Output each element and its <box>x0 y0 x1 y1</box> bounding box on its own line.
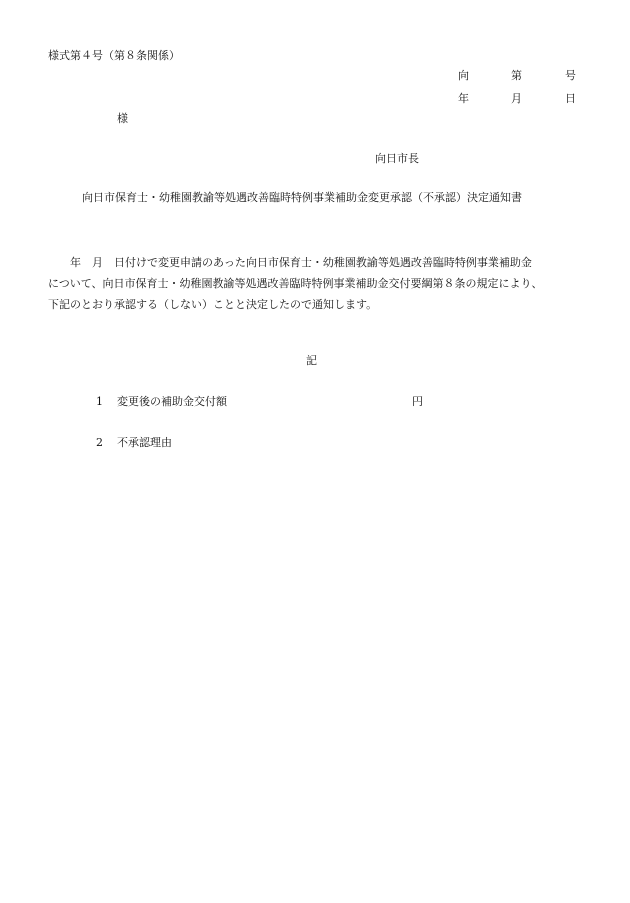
item-number: 2 <box>96 436 103 449</box>
item-unit: 円 <box>412 395 423 408</box>
item-label: 不承認理由 <box>117 436 172 449</box>
date-month: 月 <box>511 92 522 105</box>
date-year: 年 <box>458 92 469 105</box>
addressee: 様 <box>117 112 128 125</box>
body-line: 下記のとおり承認する（しない）ことと決定したので通知します。 <box>48 298 378 311</box>
item-label: 変更後の補助金交付額 <box>117 395 227 408</box>
item-number: 1 <box>96 395 103 408</box>
ki-heading: 記 <box>306 354 317 367</box>
body-line: について、向日市保育士・幼稚園教諭等処遇改善臨時特例事業補助金交付要綱第８条の規定により、 <box>48 277 543 290</box>
issuer: 向日市長 <box>375 152 419 165</box>
date-day: 日 <box>565 92 576 105</box>
ref-prefix: 向 <box>458 69 469 82</box>
form-number-label: 様式第４号（第８条関係） <box>48 49 180 62</box>
body-paragraph <box>48 252 580 315</box>
ref-go: 号 <box>565 69 576 82</box>
ref-dai: 第 <box>511 69 522 82</box>
body-line: 年 月 日付けで変更申請のあった向日市保育士・幼稚園教諭等処遇改善臨時特例事業補助金 <box>48 256 532 269</box>
document-title: 向日市保育士・幼稚園教諭等処遇改善臨時特例事業補助金変更承認（不承認）決定通知書 <box>82 191 522 204</box>
